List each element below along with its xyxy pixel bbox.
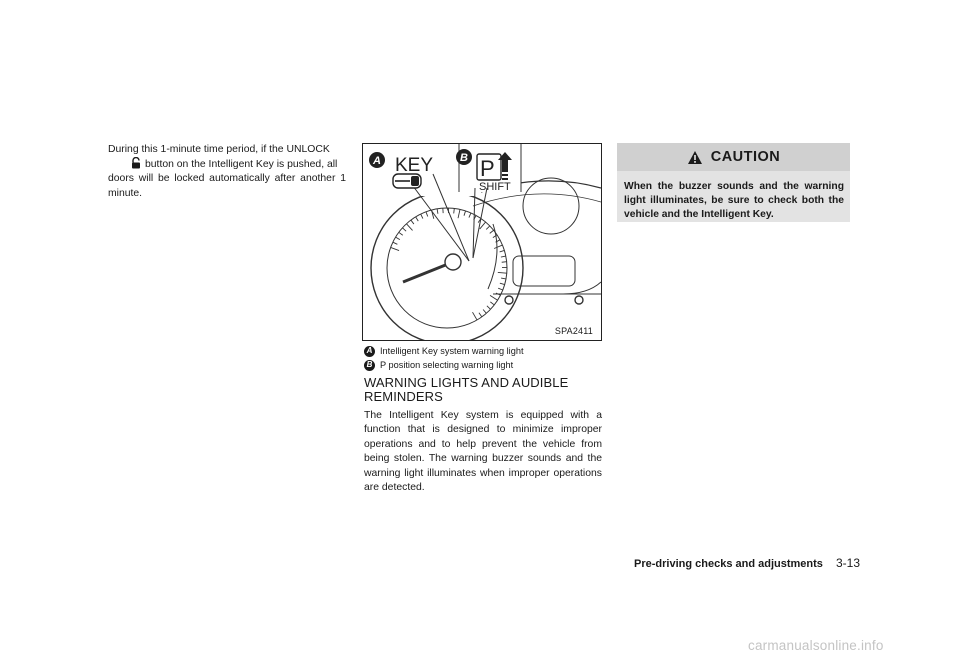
speedometer-tick	[391, 247, 399, 250]
speedometer-tick	[483, 310, 486, 314]
speedometer-tick	[479, 313, 482, 317]
speedometer-tick	[501, 256, 506, 257]
figure-code: SPA2411	[554, 326, 593, 336]
unlock-icon	[130, 157, 142, 169]
section-heading: WARNING LIGHTS AND AUDIBLE REMINDERS	[364, 375, 569, 404]
watermark: carmanualsonline.info	[748, 638, 884, 653]
speedometer-tick	[402, 228, 406, 231]
speedometer-tick	[437, 209, 438, 214]
speedometer-tick	[490, 302, 494, 305]
speedometer-tick	[399, 232, 403, 235]
speedometer-tick	[498, 288, 503, 290]
instrument-cluster-figure	[362, 143, 602, 341]
key-label: KEY	[395, 155, 434, 176]
label-b: B	[460, 152, 468, 164]
screw-left	[505, 296, 513, 304]
speedometer-tick	[500, 283, 505, 284]
caption-a	[364, 344, 604, 358]
caption-a-marker: A	[364, 346, 375, 357]
screw-right	[575, 296, 583, 304]
page-footer	[628, 556, 860, 570]
page-number: 3-13	[835, 556, 860, 570]
figure-captions	[364, 344, 604, 372]
p-label: P	[480, 156, 495, 181]
speedometer-tick	[494, 245, 502, 248]
warning-triangle-icon	[687, 150, 703, 165]
speedometer-tick	[464, 211, 466, 216]
speedometer-tick	[487, 306, 491, 309]
speedometer-tick	[498, 272, 507, 273]
footer-section-title: Pre-driving checks and adjustments	[634, 558, 823, 570]
intro-paragraph	[108, 143, 346, 201]
speedometer-tick	[486, 226, 490, 230]
speedometer-tick	[411, 220, 414, 224]
speedometer-tick	[416, 217, 419, 221]
speedometer-tick	[469, 213, 471, 218]
intro-line-1: During this 1-minute time period, if the UNLOCK	[108, 144, 330, 155]
cluster-illustration	[363, 144, 601, 340]
speedometer-tick	[501, 278, 506, 279]
intro-line-2: button on the Intelligent Key is pushed, all	[145, 159, 338, 171]
speedometer-tick	[500, 250, 505, 251]
caption-a-text: Intelligent Key system warning light	[380, 346, 524, 356]
speedometer-tick	[458, 209, 460, 218]
speedometer-tick	[480, 222, 486, 229]
speedometer-tick	[490, 230, 494, 233]
caution-title: CAUTION	[710, 149, 781, 165]
caution-header	[617, 143, 850, 171]
body-paragraph: The Intelligent Key system is equipped with a function that is designed to minimize improper operations and to help prevent the vehicle from being stolen. The warning buzzer sounds and the warning light illuminates when improper operations are detected.	[364, 410, 602, 494]
speedometer-tick	[502, 262, 507, 263]
speedometer-tick	[406, 224, 412, 231]
label-a: A	[373, 155, 381, 167]
speedometer-tick	[490, 295, 498, 300]
speedometer-tick	[454, 208, 455, 213]
speedometer-tick	[473, 312, 478, 320]
intro-line-3: doors will be locked automatically after another 1 minute.	[108, 173, 346, 199]
caution-text: When the buzzer sounds and the warning light illuminates, be sure to check both the vehicle and the Intelligent Key.	[624, 181, 844, 221]
caption-b-marker: B	[364, 360, 375, 371]
caption-b-text: P position selecting warning light	[380, 360, 514, 370]
caption-b	[364, 358, 604, 372]
speedometer-tick	[396, 237, 400, 240]
speedometer-tick	[426, 212, 428, 217]
key-warning-icon	[393, 174, 421, 188]
shift-label: SHIFT	[479, 181, 511, 193]
speedometer-tick	[421, 214, 423, 218]
speedometer-tick	[393, 242, 398, 244]
